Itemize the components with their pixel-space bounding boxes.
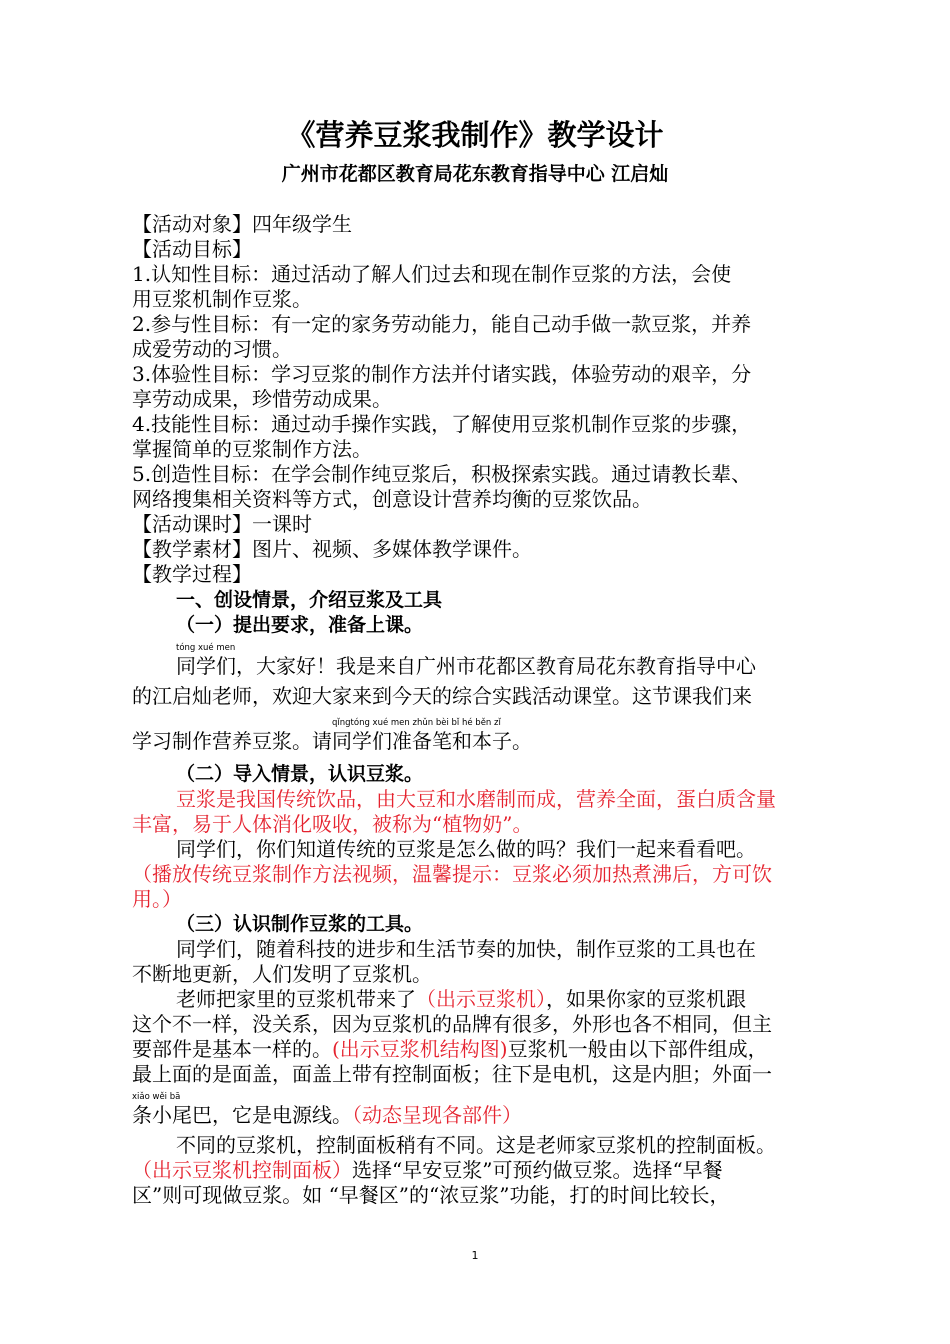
subsection-1-heading: （一）提出要求，准备上课。 (176, 614, 424, 636)
activity-target: 【活动对象】四年级学生 (132, 212, 352, 236)
pinyin-annotation-2: qǐngtóng xué men zhǔn bèi bǐ hé běn zǐ (332, 718, 501, 728)
show-control-panel-note: （出示豆浆机控制面板） (132, 1158, 352, 1182)
goal-4-line-2: 掌握简单的豆浆制作方法。 (132, 437, 372, 461)
animate-parts-note: （动态呈现各部件） (352, 1103, 522, 1127)
author-line: 广州市花都区教育局花东教育指导中心 江启灿 (281, 163, 669, 185)
para3-line-5 (132, 1036, 832, 1062)
para3-line-7-text-a: 条小尾巴，它是电源线。 (132, 1103, 352, 1127)
para1-line-2: 的江启灿老师，欢迎大家来到今天的综合实践活动课堂。这节课我们来 (132, 684, 752, 708)
para2-line-4: （播放传统豆浆制作方法视频，温馨提示：豆浆必须加热煮沸后，方可饮 (132, 862, 772, 886)
teaching-materials: 【教学素材】图片、视频、多媒体教学课件。 (132, 537, 532, 561)
para3-line-5-text-c: 豆浆机一般由以下部件组成， (507, 1037, 768, 1061)
goal-1-line-1: 1.认知性目标：通过活动了解人们过去和现在制作豆浆的方法，会使 (132, 262, 732, 286)
goal-5-line-2: 网络搜集相关资料等方式，创意设计营养均衡的豆浆饮品。 (132, 487, 652, 511)
para1-line-3: 学习制作营养豆浆。请同学们准备笔和本子。 (132, 729, 532, 753)
goal-1-line-2: 用豆浆机制作豆浆。 (132, 287, 312, 311)
para3-line-7 (132, 1102, 832, 1128)
para3-line-10: 区”则可现做豆浆。如 “早餐区”的“浓豆浆”功能，打的时间比较长， (132, 1183, 730, 1207)
para3-line-2: 不断地更新，人们发明了豆浆机。 (132, 962, 432, 986)
para2-line-3: 同学们，你们知道传统的豆浆是怎么做的吗？我们一起来看看吧。 (176, 837, 756, 861)
para3-line-3-text-c: ，如果你家的豆浆机跟 (546, 987, 746, 1011)
section-1-heading: 一、创设情景，介绍豆浆及工具 (176, 589, 443, 611)
show-structure-diagram-note: (出示豆浆机结构图) (332, 1037, 508, 1061)
show-soymilk-machine-note: （出示豆浆机） (416, 987, 546, 1011)
page-number: 1 (471, 1249, 479, 1262)
pinyin-annotation-3: xiǎo wěi bā (132, 1092, 181, 1102)
goal-3-line-2: 享劳动成果，珍惜劳动成果。 (132, 387, 392, 411)
para1-line-1: 同学们，大家好！我是来自广州市花都区教育局花东教育指导中心 (176, 654, 756, 678)
para3-line-4: 这个不一样，没关系，因为豆浆机的品牌有很多，外形也各不相同，但主 (132, 1012, 772, 1036)
document-title: 《营养豆浆我制作》教学设计 (286, 118, 664, 152)
para3-line-1: 同学们，随着科技的进步和生活节奏的加快，制作豆浆的工具也在 (176, 937, 756, 961)
process-heading: 【教学过程】 (132, 562, 252, 586)
para2-line-1: 豆浆是我国传统饮品，由大豆和水磨制而成，营养全面，蛋白质含量 (176, 787, 776, 811)
goal-2-line-2: 成爱劳动的习惯。 (132, 337, 292, 361)
activity-hours: 【活动课时】一课时 (132, 512, 312, 536)
para3-line-3-text-a: 老师把家里的豆浆机带来了 (176, 987, 416, 1011)
para3-line-5-text-a: 要部件是基本一样的。 (132, 1037, 332, 1061)
goals-heading: 【活动目标】 (132, 237, 252, 261)
subsection-3-heading: （三）认识制作豆浆的工具。 (176, 913, 424, 935)
para3-line-9-text-b: 选择“早安豆浆”可预约做豆浆。选择“早餐 (352, 1158, 723, 1182)
para3-line-8: 不同的豆浆机，控制面板稍有不同。这是老师家豆浆机的控制面板。 (176, 1133, 776, 1157)
goal-2-line-1: 2.参与性目标：有一定的家务劳动能力，能自己动手做一款豆浆，并养 (132, 312, 752, 336)
goal-5-line-1: 5.创造性目标：在学会制作纯豆浆后，积极探索实践。通过请教长辈、 (132, 462, 752, 486)
goal-3-line-1: 3.体验性目标：学习豆浆的制作方法并付诸实践，体验劳动的艰辛，分 (132, 362, 752, 386)
subsection-2-heading: （二）导入情景，认识豆浆。 (176, 763, 424, 785)
pinyin-annotation-1: tóng xué men (176, 643, 236, 653)
goal-4-line-1: 4.技能性目标：通过动手操作实践，了解使用豆浆机制作豆浆的步骤， (132, 412, 752, 436)
para2-line-5: 用。） (132, 887, 182, 911)
para3-line-9 (132, 1157, 832, 1183)
para3-line-3 (176, 986, 876, 1012)
para3-line-6: 最上面的是面盖，面盖上带有控制面板；往下是电机，这是内胆；外面一 (132, 1062, 772, 1086)
para2-line-2: 丰富，易于人体消化吸收，被称为“植物奶”。 (132, 812, 533, 836)
